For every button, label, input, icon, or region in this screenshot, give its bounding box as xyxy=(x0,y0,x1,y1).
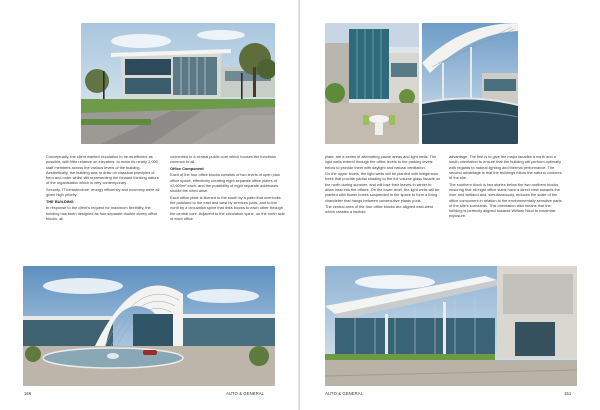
paragraph: advantage. The first is to give the major facades a north and a south orientation to ensure that the building will perform optimally with regards to natural lighting and thermal performance. The second advantage is that the buildings follow the natural contours of the site. xyxy=(449,154,562,181)
paragraph: Each of the four office blocks consists of two levels of open plan office space, effectively creating eight separate office plates of ±2,600m² each, and the possibility of eight separate addresses should the need arise. xyxy=(170,172,281,194)
entrance-canopy-photo xyxy=(325,266,577,386)
paragraph: In response to the client's request for maximum flexibility, the building has been designed as four separate double storey office blocks, all xyxy=(46,205,158,221)
section-heading: THE BUILDING xyxy=(46,198,74,204)
paragraph: The central axes of the four office blocks are aligned east-west which creates a twofold xyxy=(325,204,433,215)
paragraph: plate, are a series of alternating pause areas and light wells. The light wells extend through the office levels to the parking levels below to provide them with daylight and natural ventilation. xyxy=(325,154,437,170)
paragraph: Conceptually, the client wanted circulation to be as efficient as possible, with little reliance on elevators, to move its nearly 2,000 staff members across the various levels of the building. Aesthetically, the building was to draw on classical principles of form and order whilst still representing the forward thinking nature of the organisation which is very contemporary. xyxy=(46,154,159,186)
canopy-pool-photo xyxy=(422,23,518,144)
paragraph: Each office plate is likened to the south by a patio that overlooks the parkland to the east and west by services pods, and to the north by a circulation spine that links blocks to each other through the central core. Adjacent to the circulation spine, on the north side of each office xyxy=(170,194,285,221)
building-exterior-photo xyxy=(81,23,275,144)
entrance-canopy-illustration xyxy=(325,266,577,386)
left-page-columns xyxy=(46,154,286,222)
building-exterior-illustration xyxy=(81,23,275,144)
right-page xyxy=(300,0,600,410)
section-heading: Office Component xyxy=(170,165,204,171)
atrium-courtyard-photo xyxy=(325,23,419,144)
paragraph: connected to a central public core which houses the functions common to all. xyxy=(170,154,276,165)
article-column xyxy=(46,154,162,222)
atrium-courtyard-illustration xyxy=(325,23,419,144)
paragraph: The southern block is two stories below the two northern blocks, ensuring that all eight office slabs have a direct view towards the river and wetland and, simultaneously, reduces the scale of the office component in relation to the environmentally sensitive parts of the site's surrounds. This orientation also means that the building is perfectly aligned towards William Nicol to maximise exposure. xyxy=(449,181,562,219)
article-column xyxy=(170,154,286,222)
canopy-pool-illustration xyxy=(422,23,518,144)
paragraph: Security, IT infrastructure, energy efficiency and economy were all given high priority. xyxy=(46,186,160,198)
magazine-title: AUTO & GENERAL xyxy=(226,391,265,396)
page-number: 166 xyxy=(24,391,32,396)
article-column xyxy=(325,154,441,220)
article-column xyxy=(449,154,565,220)
magazine-title: AUTO & GENERAL xyxy=(325,391,364,396)
right-page-columns xyxy=(325,154,565,220)
arched-entrance-illustration xyxy=(23,266,275,386)
paragraph: On the upper levels, the light wells will be planted with indigenous trees that provide partial shading to the full volume glass facade on the north during summer, and will lose their leaves in winter to allow heat into the offices. On the lower level, the light wells will be planted with flower boxes suspended in the space to form a living chandelier that hangs between consecutive plants pods. xyxy=(325,171,441,203)
page-number: 151 xyxy=(564,391,572,396)
arched-entrance-photo xyxy=(23,266,275,386)
